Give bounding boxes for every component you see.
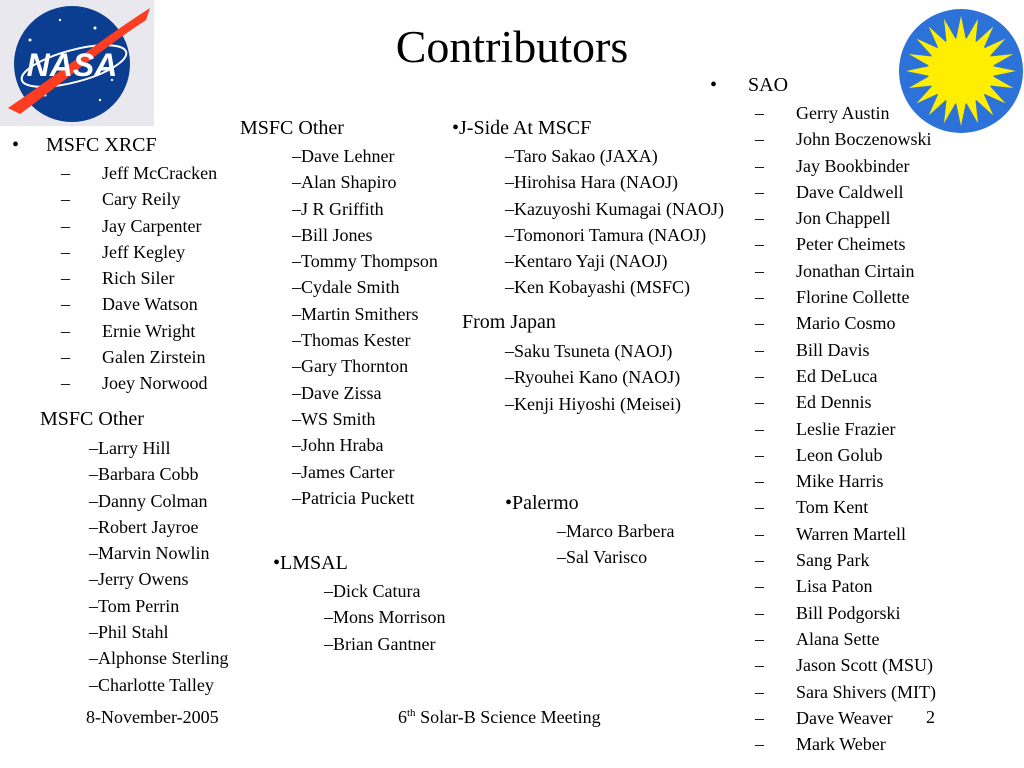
sao-item-label: Bill Davis <box>796 339 870 360</box>
sao-item <box>755 337 936 363</box>
sao-item <box>755 442 936 468</box>
sao-item <box>755 547 936 573</box>
msfc-xrcf-item-label: Joey Norwood <box>102 373 208 394</box>
msfc-xrcf-item <box>61 213 217 239</box>
msfc-other-left-item: –Charlotte Talley <box>89 674 214 695</box>
sao-item-label: Jonathan Cirtain <box>796 260 915 281</box>
msfc-xrcf-item-label: Cary Reily <box>102 189 181 210</box>
jside-item: –Hirohisa Hara (NAOJ) <box>505 172 678 193</box>
msfc-xrcf-heading-label: MSFC XRCF <box>46 134 157 156</box>
msfc-other-left-item: –Marvin Nowlin <box>89 543 210 564</box>
sao-item-label: Peter Cheimets <box>796 234 906 255</box>
dash-marker: – <box>755 208 764 229</box>
dash-marker: – <box>755 339 764 360</box>
dash-marker: – <box>755 734 764 755</box>
jside-item: –Kazuyoshi Kumagai (NAOJ) <box>505 198 724 219</box>
sao-item <box>755 521 936 547</box>
dash-marker: – <box>755 129 764 150</box>
footer-meeting-rest: Solar-B Science Meeting <box>415 707 601 727</box>
lmsal-heading: •LMSAL <box>273 552 348 574</box>
dash-marker: – <box>755 155 764 176</box>
sao-item-label: Ed DeLuca <box>796 365 878 386</box>
dash-marker: – <box>755 418 764 439</box>
sao-item-label: Jon Chappell <box>796 208 891 229</box>
msfc-xrcf-item <box>61 265 217 291</box>
msfc-other-mid-item: –Cydale Smith <box>292 277 400 298</box>
dash-marker: – <box>755 234 764 255</box>
sao-item <box>755 573 936 599</box>
from-japan-item: –Kenji Hiyoshi (Meisei) <box>505 393 681 414</box>
sao-item-label: Alana Sette <box>796 628 880 649</box>
msfc-other-left-heading: MSFC Other <box>40 408 144 430</box>
sao-item <box>755 310 936 336</box>
from-japan-item: –Ryouhei Kano (NAOJ) <box>505 367 681 388</box>
dash-marker: – <box>61 163 70 183</box>
dash-marker: – <box>755 628 764 649</box>
msfc-xrcf-item-label: Jay Carpenter <box>102 215 202 236</box>
msfc-other-mid-item: –Martin Smithers <box>292 303 419 324</box>
sao-item-label: Mike Harris <box>796 471 884 492</box>
nasa-logo-text: NASA <box>26 47 118 83</box>
sao-item-label: Dave Caldwell <box>796 181 904 202</box>
msfc-other-mid-item: –Patricia Puckett <box>292 487 415 508</box>
dash-marker: – <box>61 347 70 368</box>
sao-item-label: Tom Kent <box>796 497 869 518</box>
msfc-xrcf-heading <box>12 134 157 157</box>
sao-item-label: Leslie Frazier <box>796 418 896 439</box>
dash-marker: – <box>755 444 764 465</box>
dash-marker: – <box>755 497 764 518</box>
jside-item: –Ken Kobayashi (MSFC) <box>505 277 690 298</box>
sao-item-label: John Boczenowski <box>796 129 932 150</box>
msfc-other-mid-item: –John Hraba <box>292 435 384 456</box>
sao-item <box>755 231 936 257</box>
dash-marker: – <box>755 313 764 334</box>
sao-item-label: Jay Bookbinder <box>796 155 910 176</box>
msfc-xrcf-item <box>61 344 217 370</box>
jside-item: –Taro Sakao (JAXA) <box>505 146 658 166</box>
from-japan-list <box>505 338 681 417</box>
dash-marker: – <box>755 287 764 308</box>
dash-marker: – <box>755 655 764 676</box>
sao-item <box>755 153 936 179</box>
dash-marker: – <box>61 189 70 210</box>
sao-item <box>755 731 936 757</box>
msfc-other-mid-item: –Thomas Kester <box>292 330 411 351</box>
dash-marker: – <box>755 471 764 492</box>
sao-item <box>755 494 936 520</box>
sao-item <box>755 600 936 626</box>
page-number: 2 <box>926 707 935 727</box>
sao-item-label: Warren Martell <box>796 523 906 544</box>
footer-meeting-sup: th <box>407 707 416 719</box>
sao-item-label: Sang Park <box>796 550 870 571</box>
bullet: • <box>710 74 718 96</box>
lmsal-item: –Mons Morrison <box>324 607 446 628</box>
lmsal-list <box>324 578 446 657</box>
palermo-heading: •Palermo <box>505 492 579 514</box>
sao-item-label: Lisa Paton <box>796 576 873 597</box>
page-title: Contributors <box>395 21 629 72</box>
msfc-other-mid-item: –J R Griffith <box>292 198 384 219</box>
msfc-other-mid-item: –Gary Thornton <box>292 356 409 377</box>
msfc-other-left-item: –Tom Perrin <box>89 595 180 616</box>
sao-item-label: Sara Shivers (MIT) <box>796 681 936 702</box>
dash-marker: – <box>61 215 70 236</box>
msfc-xrcf-item <box>61 239 217 265</box>
lmsal-item: –Dick Catura <box>324 581 421 601</box>
dash-marker: – <box>61 241 70 262</box>
msfc-other-left-item: –Larry Hill <box>89 438 171 458</box>
msfc-other-left-list <box>89 435 229 698</box>
sao-item-label: Florine Collette <box>796 287 910 308</box>
sao-heading-label: SAO <box>748 74 789 96</box>
sao-item <box>755 363 936 389</box>
msfc-other-mid-item: –James Carter <box>292 461 395 482</box>
dash-marker: – <box>755 260 764 281</box>
sao-item <box>755 179 936 205</box>
bullet: • <box>12 134 20 156</box>
footer-meeting-num: 6 <box>398 707 407 727</box>
dash-marker: – <box>755 707 764 728</box>
msfc-other-mid-item: –Tommy Thompson <box>292 251 438 272</box>
dash-marker: – <box>61 268 70 289</box>
dash-marker: – <box>755 365 764 386</box>
dash-marker: – <box>755 392 764 413</box>
jside-item: –Kentaro Yaji (NAOJ) <box>505 251 668 272</box>
footer-date: 8-November-2005 <box>86 707 219 727</box>
msfc-other-mid-item: –Alan Shapiro <box>292 172 397 193</box>
sao-item <box>755 284 936 310</box>
palermo-item: –Marco Barbera <box>557 521 675 541</box>
sao-item <box>755 652 936 678</box>
jside-item: –Tomonori Tamura (NAOJ) <box>505 224 707 245</box>
msfc-other-left-item: –Jerry Owens <box>89 569 189 590</box>
msfc-xrcf-item <box>61 186 217 212</box>
dash-marker: – <box>755 103 764 123</box>
msfc-other-mid-list <box>292 143 438 511</box>
palermo-item: –Sal Varisco <box>557 547 648 568</box>
dash-marker: – <box>61 320 70 341</box>
msfc-xrcf-list <box>61 160 217 397</box>
from-japan-item: –Saku Tsuneta (NAOJ) <box>505 341 673 361</box>
msfc-xrcf-item <box>61 318 217 344</box>
sao-item <box>755 626 936 652</box>
dash-marker: – <box>755 681 764 702</box>
msfc-xrcf-item <box>61 370 217 396</box>
sao-item-label: Ed Dennis <box>796 392 872 413</box>
msfc-xrcf-item <box>61 160 217 186</box>
msfc-xrcf-item-label: Rich Siler <box>102 268 175 289</box>
sao-item-label: Jason Scott (MSU) <box>796 655 934 676</box>
sao-item <box>755 126 936 152</box>
msfc-xrcf-item-label: Jeff Kegley <box>102 241 186 262</box>
dash-marker: – <box>61 373 70 394</box>
msfc-other-left-item: –Alphonse Sterling <box>89 648 229 669</box>
msfc-xrcf-item-label: Galen Zirstein <box>102 347 206 368</box>
dash-marker: – <box>755 181 764 202</box>
msfc-other-mid-item: –Dave Zissa <box>292 382 382 403</box>
sao-item <box>755 416 936 442</box>
msfc-xrcf-item-label: Ernie Wright <box>102 320 196 341</box>
palermo-list <box>557 518 674 571</box>
msfc-xrcf-item-label: Dave Watson <box>102 294 198 315</box>
sao-item <box>755 389 936 415</box>
from-japan-heading: From Japan <box>462 311 556 333</box>
sao-item <box>755 100 936 126</box>
jside-heading: •J-Side At MSCF <box>452 117 592 139</box>
msfc-xrcf-item <box>61 291 217 317</box>
sao-item-label: Mark Weber <box>796 734 886 755</box>
dash-marker: – <box>755 576 764 597</box>
sao-item <box>755 679 936 705</box>
msfc-other-left-item: –Danny Colman <box>89 490 208 511</box>
msfc-other-mid-item: –Bill Jones <box>292 224 373 245</box>
msfc-xrcf-item-label: Jeff McCracken <box>102 163 218 183</box>
sao-item <box>755 258 936 284</box>
msfc-other-left-item: –Phil Stahl <box>89 622 169 643</box>
msfc-other-mid-item: –WS Smith <box>292 408 376 429</box>
sao-item-label: Bill Podgorski <box>796 602 901 623</box>
sao-heading <box>710 74 788 97</box>
msfc-other-left-item: –Barbara Cobb <box>89 464 199 485</box>
sao-item <box>755 205 936 231</box>
jside-list <box>505 143 724 301</box>
sao-item-label: Dave Weaver <box>796 707 893 728</box>
msfc-other-mid-item: –Dave Lehner <box>292 146 395 166</box>
msfc-other-left-item: –Robert Jayroe <box>89 516 199 537</box>
dash-marker: – <box>755 602 764 623</box>
dash-marker: – <box>755 523 764 544</box>
dash-marker: – <box>61 294 70 315</box>
sao-item <box>755 705 936 731</box>
sao-item-label: Leon Golub <box>796 444 883 465</box>
lmsal-item: –Brian Gantner <box>324 633 436 654</box>
sao-item-label: Mario Cosmo <box>796 313 896 334</box>
sao-item <box>755 468 936 494</box>
msfc-other-mid-heading: MSFC Other <box>240 117 344 139</box>
sao-list <box>755 100 936 757</box>
footer-meeting <box>398 707 601 728</box>
dash-marker: – <box>755 550 764 571</box>
sao-item-label: Gerry Austin <box>796 103 890 123</box>
